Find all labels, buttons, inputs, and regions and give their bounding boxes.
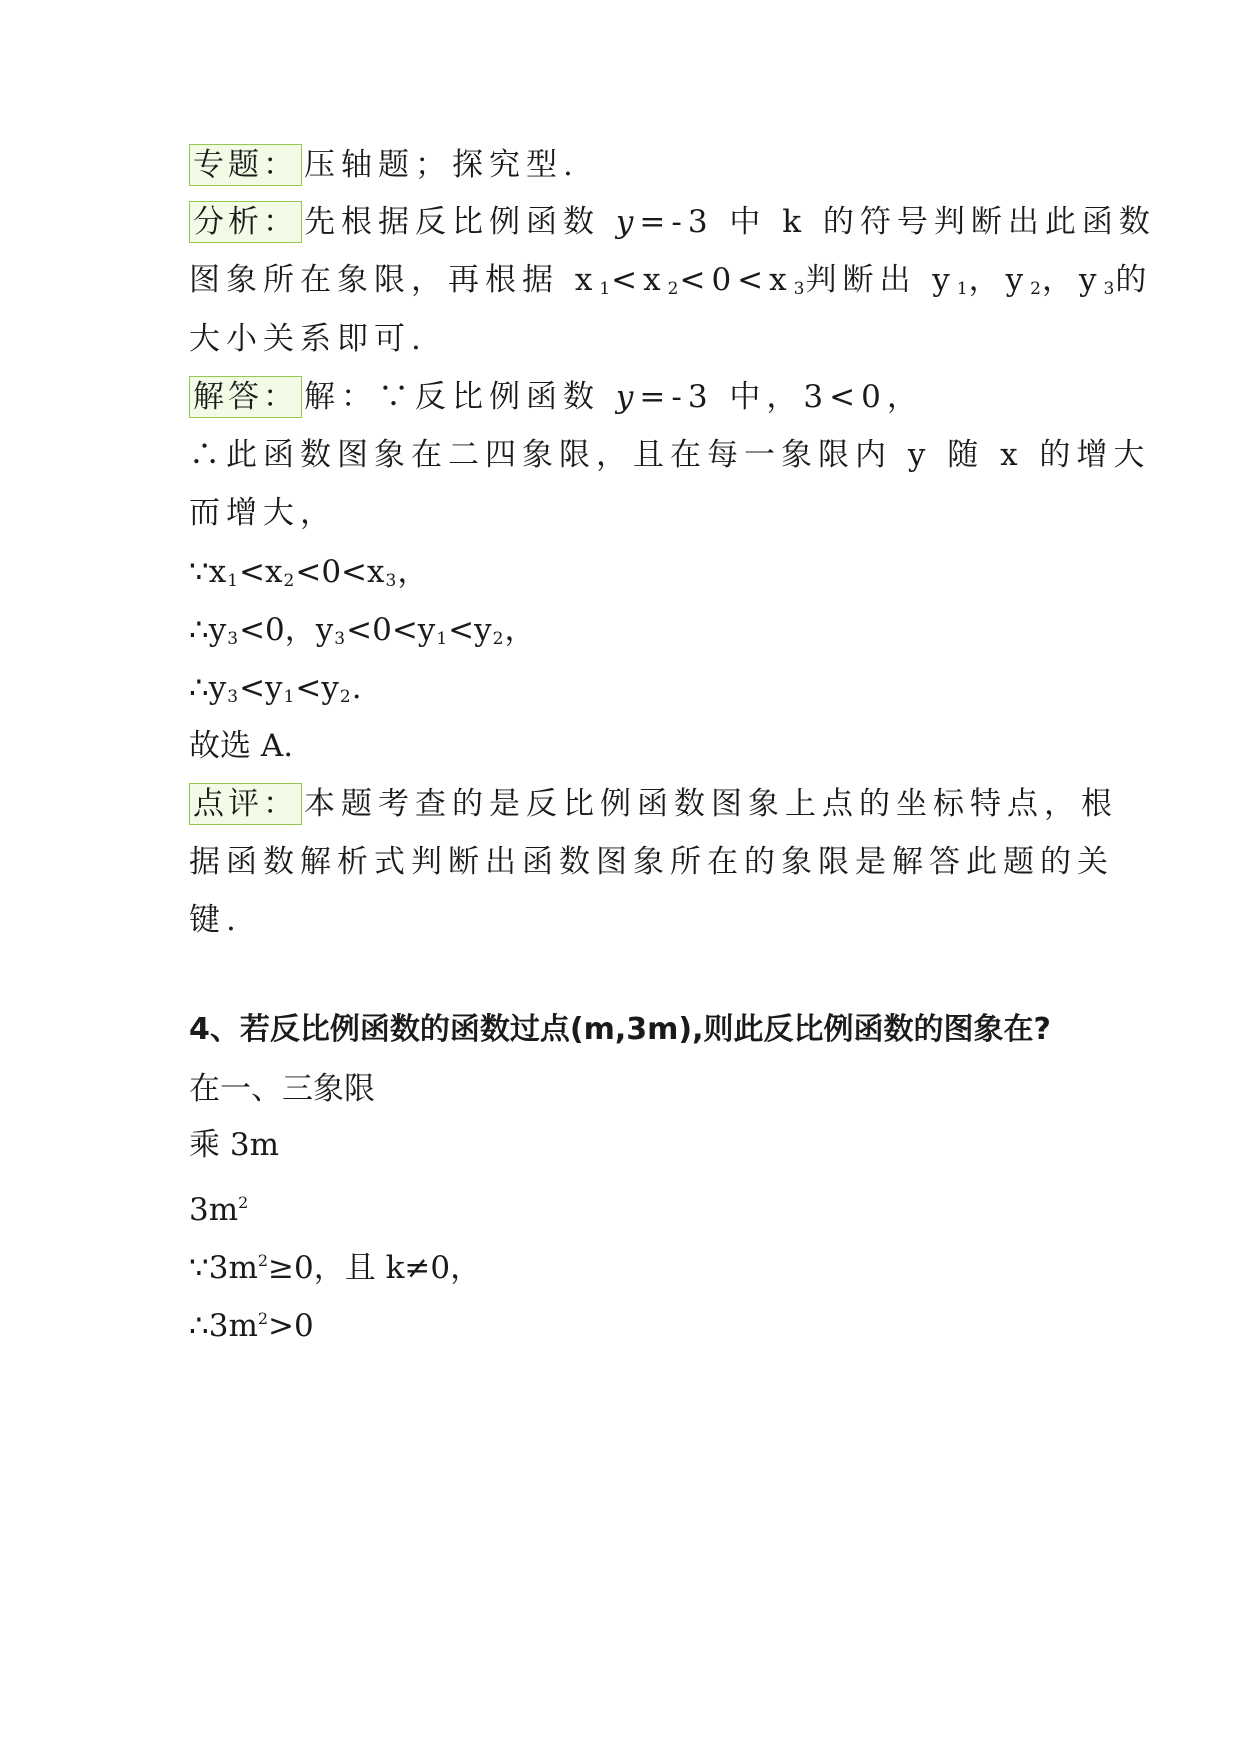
subscript: 2 [339,687,351,707]
superscript: 2 [238,1193,249,1212]
solution-line-1 [189,375,924,419]
solution-text: <0<x [295,554,385,590]
solution-text: <x [239,554,283,590]
comment-line-2 [189,840,1114,884]
subscript: 1 [956,279,968,299]
solution-text: ∵x [189,554,227,590]
subscript: 3 [334,629,346,649]
analysis-text: <x [611,262,667,298]
subscript: 3 [793,279,805,299]
subscript: 1 [227,571,239,591]
analysis-line-3: 大小关系即可. [189,321,427,357]
question-4-step-2 [189,1181,248,1232]
solution-text: <0<y [346,612,436,648]
variable-y: y [615,379,640,415]
comment-text: 本题考查的是反比例函数图象上点的坐标特点，根 [304,786,1118,822]
solution-line-6 [189,666,362,719]
solution-text: ， [504,612,536,648]
question-4-step-1: 乘 3m [189,1127,279,1163]
solution-line-4 [189,550,428,603]
subscript: 1 [436,629,448,649]
solution-line-2 [189,433,1151,477]
question-4-step-3 [189,1239,481,1290]
solution-text: 解：∵反比例函数 [304,379,616,415]
solution-text: <0，y [239,612,334,648]
subscript: 2 [283,571,295,591]
subscript: 2 [1030,279,1041,299]
topic-line [189,143,579,187]
subscript: 2 [667,279,679,299]
analysis-line-1 [189,200,1156,244]
step-text: >0 [268,1308,314,1344]
comment-line-3: 键. [189,902,242,938]
solution-line-2-content: ∴此函数图象在二四象限，且在每一象限内 y 随 x 的增大 [189,437,1151,473]
solution-text: <y [239,670,283,706]
comment-line-1-content [189,782,1118,826]
solution-text: =-3 中，3<0， [639,379,924,415]
analysis-text: ，y [1042,262,1103,298]
topic-label: 专题： [189,144,302,186]
solution-line-5 [189,608,535,661]
solution-line-3: 而增大， [189,495,337,531]
step-text: 3m [189,1192,239,1228]
solution-line-7: 故选 A. [189,728,294,764]
comment-line-2-content: 据函数解析式判断出函数图象所在的象限是解答此题的关 [189,844,1114,880]
solution-text: . [351,670,362,706]
solution-label: 解答： [189,376,302,418]
question-4-step-4 [189,1297,314,1348]
comment-label: 点评： [189,783,302,825]
subscript: 2 [492,629,504,649]
analysis-line-2 [189,258,1153,311]
analysis-text: 判断出 y [805,262,956,298]
analysis-text: =-3 中 k 的符号判断出此函数 [639,204,1156,240]
variable-y: y [615,204,640,240]
step-text: ∵3m [189,1250,258,1286]
analysis-text: 图象所在象限，再根据 x [189,262,599,298]
subscript: 1 [599,279,611,299]
solution-text: ∴y [189,612,227,648]
solution-text: <y [448,612,492,648]
analysis-line-1-content [189,200,1156,244]
analysis-text: <0<x [679,262,793,298]
question-4-title: 4、若反比例函数的函数过点(m,3m),则此反比例函数的图象在? [189,1012,1051,1047]
superscript: 2 [257,1251,269,1270]
comment-line-1 [189,782,1118,826]
analysis-line-2-content [189,258,1153,311]
solution-text: <y [295,670,339,706]
analysis-label: 分析： [189,201,302,243]
solution-text: ， [397,554,429,590]
step-text: ∴3m [189,1308,258,1344]
subscript: 3 [385,571,397,591]
analysis-text: 的 [1115,262,1153,298]
analysis-text: ，y [968,262,1030,298]
solution-text: ∴y [189,670,227,706]
superscript: 2 [257,1309,269,1328]
analysis-text: 先根据反比例函数 [304,204,616,240]
subscript: 3 [227,687,239,707]
subscript: 1 [283,687,295,707]
step-text: ≥0，且 k≠0， [268,1250,482,1286]
question-4-answer: 在一、三象限 [189,1071,375,1107]
subscript: 3 [227,629,239,649]
subscript: 3 [1103,279,1115,299]
topic-text: 压轴题；探究型. [304,147,579,183]
